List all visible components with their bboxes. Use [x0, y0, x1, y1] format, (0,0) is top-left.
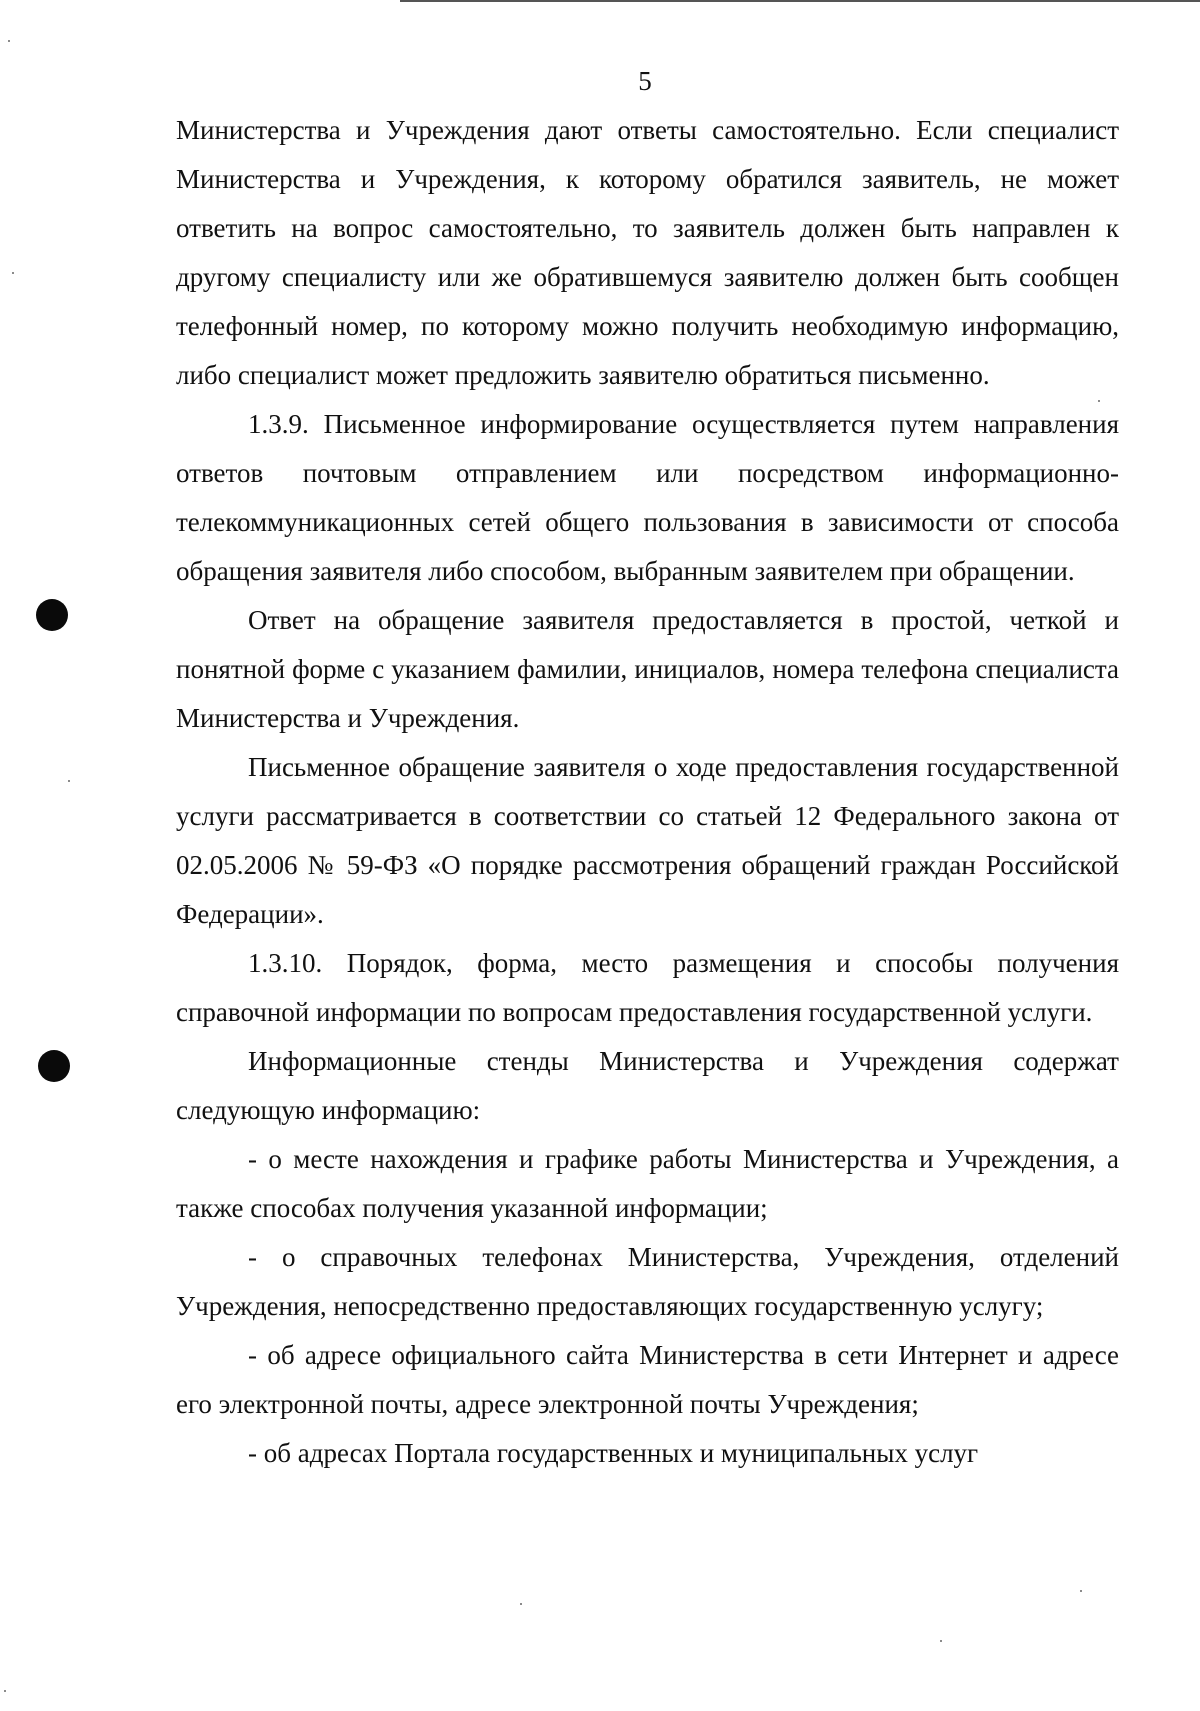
- document-body: [176, 106, 1119, 1478]
- paragraph-1-3-9: 1.3.9. Письменное информирование осуществляется путем направления ответов почтовым отправлением или посредством информационно-телекоммуникационных сетей общего пользования в зависимости от способа обращения заявителя либо способом, выбранным заявителем при обращении.: [176, 409, 1119, 586]
- scan-speck: [4, 1690, 6, 1692]
- paragraph-written-appeal: Письменное обращение заявителя о ходе предоставления государственной услуги рассматривается в соответствии со статьей 12 Федерального закона от 02.05.2006 № 59-ФЗ «О порядке рассмотрения обращений граждан Российской Федерации».: [176, 752, 1119, 929]
- scan-speck: [940, 1640, 942, 1642]
- top-border-line: [400, 0, 1200, 2]
- scan-speck: [8, 40, 10, 42]
- scan-speck: [12, 272, 14, 274]
- paragraph-1-3-10: 1.3.10. Порядок, форма, место размещения и способы получения справочной информации по вопросам предоставления государственной услуги.: [176, 948, 1119, 1027]
- punch-hole-lower: [38, 1050, 70, 1082]
- scan-speck: [1098, 400, 1100, 402]
- page-number: 5: [638, 66, 652, 96]
- list-item-phones: - о справочных телефонах Министерства, Учреждения, отделений Учреждения, непосредственно предоставляющих государственную услугу;: [176, 1242, 1119, 1321]
- list-item-location: - о месте нахождения и графике работы Министерства и Учреждения, а также способах получения указанной информации;: [176, 1144, 1119, 1223]
- scan-speck: [520, 1603, 522, 1605]
- paragraph-info-stands: Информационные стенды Министерства и Учреждения содержат следующую информацию:: [176, 1046, 1119, 1125]
- scan-speck: [68, 780, 70, 782]
- paragraph-answer-form: Ответ на обращение заявителя предоставляется в простой, четкой и понятной форме с указанием фамилии, инициалов, номера телефона специалиста Министерства и Учреждения.: [176, 605, 1119, 733]
- list-item-portal: - об адресах Портала государственных и муниципальных услуг: [248, 1438, 979, 1468]
- scan-speck: [1080, 1590, 1082, 1592]
- list-item-website: - об адресе официального сайта Министерства в сети Интернет и адресе его электронной почты, адресе электронной почты Учреждения;: [176, 1340, 1119, 1419]
- punch-hole-upper: [36, 599, 68, 631]
- paragraph-answer-continuation: Министерства и Учреждения дают ответы самостоятельно. Если специалист Министерства и Учреждения, к которому обратился заявитель, не может ответить на вопрос самостоятельно, то заявитель должен быть направлен к другому специалисту или же обратившемуся заявителю должен быть сообщен телефонный номер, по которому можно получить необходимую информацию, либо специалист может предложить заявителю обратиться письменно.: [176, 115, 1119, 390]
